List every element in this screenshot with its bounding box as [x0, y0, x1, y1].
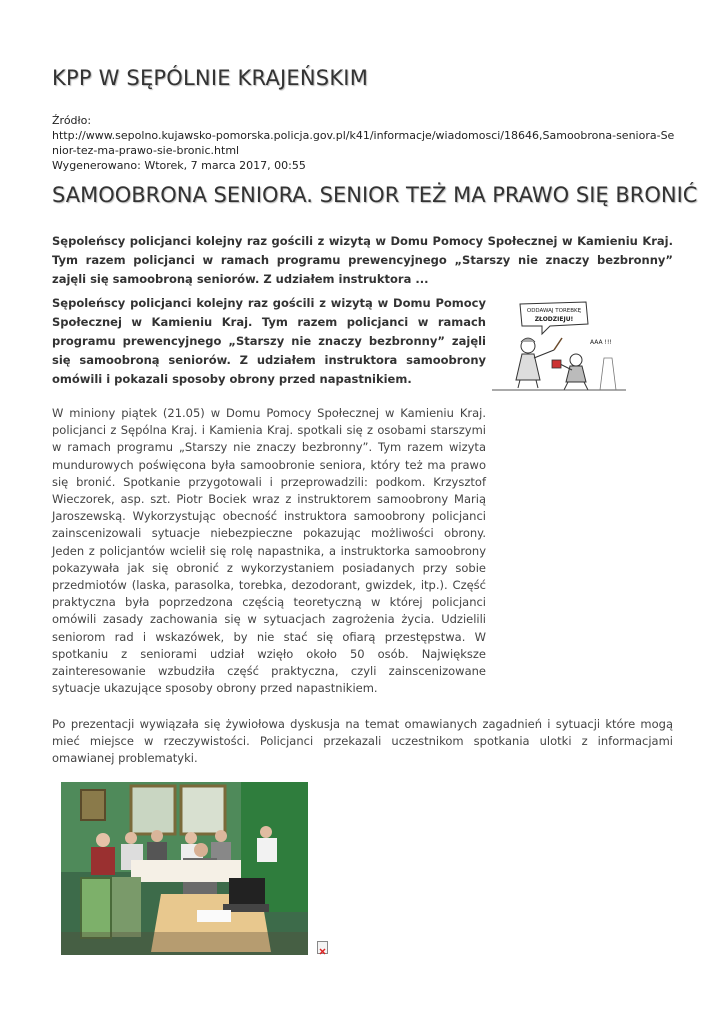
article-title: SAMOOBRONA SENIORA. SENIOR TEŻ MA PRAWO SIĘ BRONIĆ	[52, 183, 698, 207]
source-label: Źródło:	[52, 114, 92, 127]
site-title: KPP W SĘPÓLNIE KRAJEŃSKIM	[52, 66, 369, 90]
article-intro: Sępoleńscy policjanci kolejny raz gościli z wizytą w Domu Pomocy Społecznej w Kamieniu Kraj. Tym razem policjanci w ramach programu prewencyjnego „Starszy nie znaczy bezbronny” zajęli się samoobroną seniorów. Z udziałem instruktora samoobrony omówili i pokazali sposoby obrony przed napastnikiem.	[52, 296, 486, 386]
article-paragraph-2: Po prezentacji wywiązała się żywiołowa dyskusja na temat omawianych zagadnień i sytuacji które mogą mieć miejsce w rzeczywistości. Policjanci przekazali uczestnikom spotkania ulotki z informacjami omawianej problematyki.	[52, 717, 673, 766]
cartoon-speech-2: ZŁODZIEJU!	[534, 316, 574, 323]
source-url[interactable]: http://www.sepolno.kujawsko-pomorska.policja.gov.pl/k41/informacje/wiadomosci/18646,Samoobrona-seniora-Senior-tez-ma-prawo-sie-bronic.html	[52, 129, 675, 157]
cartoon-speech-1: ODDAWAJ TOREBKĘ	[526, 308, 582, 314]
article-paragraph-1: W miniony piątek (21.05) w Domu Pomocy Społecznej w Kamieniu Kraj. policjanci z Sępólna Kraj. i Kamienia Kraj. spotkali się z osobami starszymi w ramach programu „Starszy nie znaczy bezbronny”. Tym razem wizyta mundurowych poświęcona była samoobronie seniora, który też ma prawo się bronić. Spotkanie przygotowali i przeprowadzili: podkom. Krzysztof Wieczorek, asp. szt. Piotr Bociek wraz z instruktorem samoobrony Marią Jaroszewską. Wykorzystując obecność instruktora samoobrony policjanci zainscenizowali sytuacje niebezpieczne pokazując możliwości obrony. Jeden z policjantów wcielił się rolę napastnika, a instruktorka samoobrony pokazywała jak się obronić z wykorzystaniem posiadanych przy sobie przedmiotów (laska, parasolka, torebka, dezodorant, gwizdek, itp.). Część praktyczna była poprzedzona częścią teoretyczną w której policjanci omówili zasady zachowania się w sytuacjach zagrożenia życia. Udzielili seniorom rad i wskazówek, by nie stać się ofiarą przestępstwa. W spotkaniu z seniorami udział wzięło około 50 osób. Największe zainteresowanie wzbudziła część praktyczna, czyli zainscenizowane sytuacje ukazujące sposoby obrony przed napastnikiem.	[52, 406, 486, 696]
article-lead: Sępoleńscy policjanci kolejny raz gościli z wizytą w Domu Pomocy Społecznej w Kamieniu Kraj. Tym razem policjanci w ramach programu prewencyjnego „Starszy nie znaczy bezbronny” zajęli się samoobroną seniorów. Z udziałem instruktora ...	[52, 234, 673, 286]
generated-date: Wygenerowano: Wtorek, 7 marca 2017, 00:55	[52, 159, 306, 172]
cartoon-illustration	[490, 298, 628, 398]
article-meta	[52, 113, 677, 173]
event-photo	[61, 782, 308, 955]
broken-image-icon	[317, 941, 328, 954]
cartoon-speech-3: AAA !!!	[590, 339, 612, 346]
